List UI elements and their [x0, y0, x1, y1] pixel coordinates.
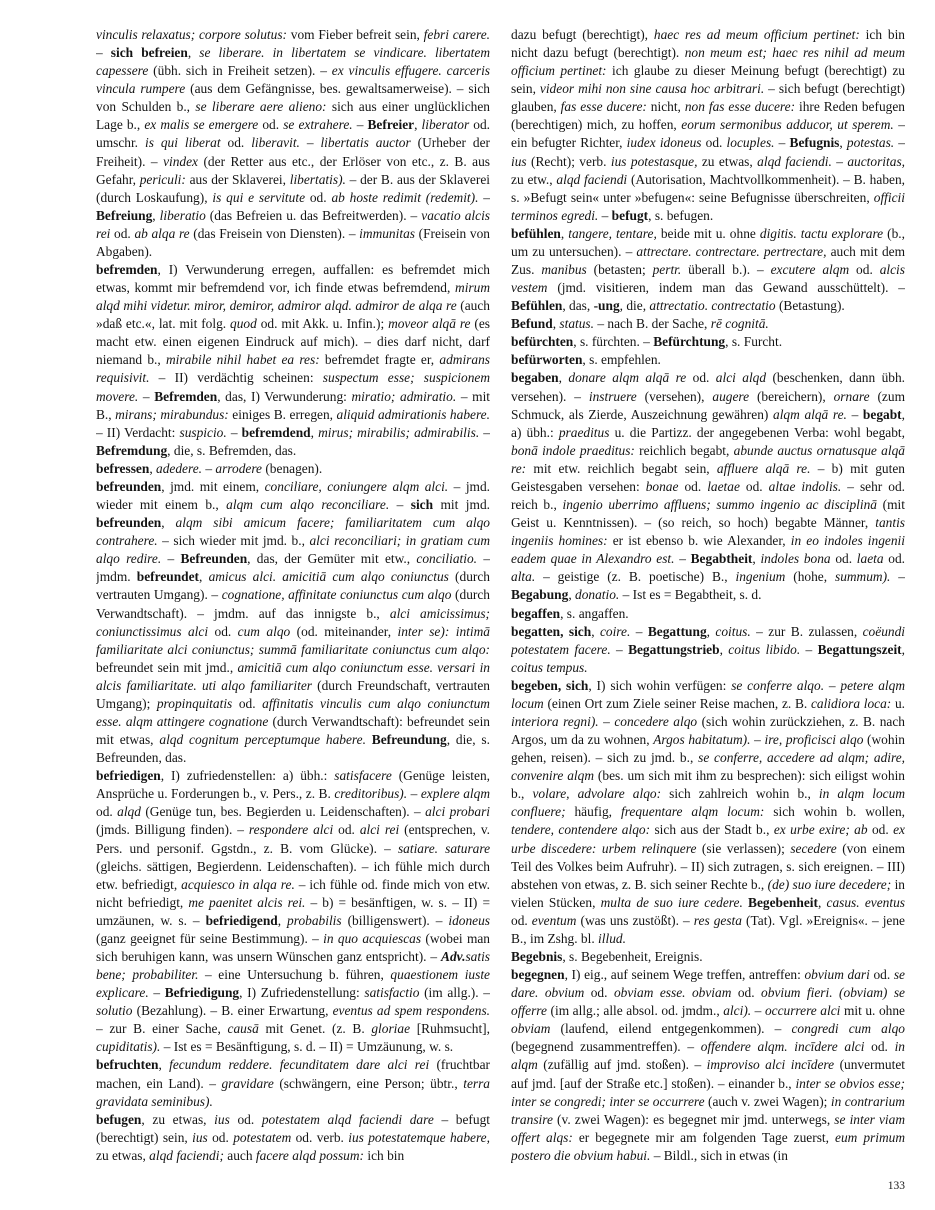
dictionary-entry: begatten, sich, coire. – Begattung, coitus. – zur B. zulassen, coëundi potestatem facere. – Begattungstrieb, coitus libido. – Begattungszeit, coitus tempus. [511, 623, 905, 675]
dictionary-entry: begaffen, s. angaffen. [511, 605, 629, 621]
dictionary-entry: befürworten, s. empfehlen. [511, 352, 661, 368]
dictionary-entry: dazu befugt (berechtigt), haec res ad meum officium pertinet: ich bin nicht dazu befugt (berechtigt). non meum est; haec res nihil ad meum officium pertinet: ich glaube zu dieser Meinung befugt (berechtigt) zu sein, videor mihi non sine causa hoc arbitrari. – sich befugt (berechtigt) glauben, fas esse ducere: nicht, non fas esse ducere: ihre Reden befugen (berechtigen) mich, zu hoffen, eorum sermonibus adducor, ut sperem. – ein befugter Richter, iudex idoneus od. locuples. – Befugnis, potestas. – ius (Recht); verb. ius potestasque, zu etwas, alqd faciendi. – auctoritas, zu etw., alqd faciendi (Autorisation, Machtvollkommenheit). – B. haben, s. »Befugt sein« unter »befugen«: seine Befugnisse überschreiten, officii terminos egredi. – befugt, s. befugen. [511, 27, 905, 223]
dictionary-entry: befremden, I) Verwunderung erregen, auffallen: es befremdet mich etwas, kommt mir befremdend vor, ich finde etwas befremdend, mirum alqd mihi videtur. miror, demiror, admiror alqd. admiror de alqa re (auch »daß etc.«, lat. mit folg. quod od. mit Akk. u. Infin.); moveor alqā re (es macht etw. einen eigenen Eindruck auf mich). – dies darf nicht, darf niemand b., mirabile nihil habet ea res: befremdet fragte er, admirans requisivit. – II) verdächtig scheinen: suspectum esse; suspicionem movere. – Befremden, das, I) Verwunderung: miratio; admiratio. – mit B., mirans; mirabundus: einiges B. erregen, aliquid admirationis habere. – II) Verdacht: suspicio. – befremdend, mirus; mirabilis; admirabilis. – Befremdung, die, s. Befremden, das. [96, 262, 490, 458]
right-column [511, 26, 905, 1186]
dictionary-entry: Befund, status. – nach B. der Sache, rē cognitā. [511, 316, 769, 332]
dictionary-entry: befürchten, s. fürchten. – Befürchtung, s. Furcht. [511, 334, 783, 350]
dictionary-entry: befruchten, fecundum reddere. fecunditatem dare alci rei (fruchtbar machen, ein Land). – gravidare (schwängern, eine Person; übtr., terra gravidata seminibus). [96, 1057, 490, 1109]
dictionary-entry: befühlen, tangere, tentare, beide mit u. ohne digitis. tactu explorare (b., um zu untersuchen). – attrectare. contrectare. pertrectare, auch mit dem Zus. manibus (betasten; pertr. überall b.). – excutere alqm od. alcis vestem (jmd. visitieren, indem man das Gewand ausschüttelt). – Befühlen, das, -ung, die, attrectatio. contrectatio (Betastung). [511, 225, 905, 314]
left-column [96, 26, 490, 1186]
dictionary-entry: befugen, zu etwas, ius od. potestatem alqd faciendi dare – befugt (berechtigt) sein, ius od. potestatem od. verb. ius potestatemque habere, zu etwas, alqd faciendi; auch facere alqd possum: ich bin [96, 1111, 490, 1163]
page-number: 133 [887, 1180, 905, 1192]
dictionary-entry: befressen, adedere. – arrodere (benagen). [96, 460, 323, 476]
dictionary-entry: Begebnis, s. Begebenheit, Ereignis. [511, 948, 703, 964]
dictionary-entry: befreunden, jmd. mit einem, conciliare, coniungere alqm alci. – jmd. wieder mit einem b., alqm cum alqo reconciliare. – sich mit jmd. befreunden, alqm sibi amicum facere; familiaritatem cum alqo contrahere. – sich wieder mit jmd. b., alci reconciliari; in gratiam cum alqo redire. – Befreunden, das, der Gemüter mit etw., conciliatio. – jmdm. befreundet, amicus alci. amicitiā cum alqo coniunctus (durch vertrauten Umgang). – cognatione, affinitate coniunctus cum alqo (durch Verwandtschaft). – jmdm. auf das innigste b., alci amicissimus; coniunctissimus alci od. cum alqo (od. miteinander, inter se): intimā familiaritate alci coniunctus; summā familiaritate coniunctus cum alqo: befreundet sein mit jmd., amicitiā cum alqo coniunctum esse. versari in alcis familiaritate. uti alqo familiariter (durch Freundschaft, vertrauten Umgang); propinquitatis od. affinitatis vinculis cum alqo coniunctum esse. alqm attingere cognatione (durch Verwandtschaft): befreundet sein mit etwas, alqd cognitum perceptumque habere. Befreundung, die, s. Befreunden, das. [96, 478, 490, 766]
dictionary-entry: begeben, sich, I) sich wohin verfügen: se conferre alqo. – petere alqm locum (einen Ort zum Ziele seiner Reise machen, z. B. calidiora loca: u. interiora regni). – concedere alqo (sich wohin zurückziehen, z. B. nach Argos, um da zu wohnen, Argos habitatum). – ire, proficisci alqo (wohin gehen, reisen). – sich zu jmd. b., se conferre, accedere ad alqm; adire, convenire alqm (bes. um sich mit ihm zu besprechen): sich eiligst wohin b., volare, advolare alqo: sich zahlreich wohin b., in alqm locum confluere; häufig, frequentare alqm locum: sich wohin b. wollen, tendere, contendere alqo: sich aus der Stadt b., ex urbe exire; ab od. ex urbe discedere: urbem relinquere (sie verlassen); secedere (von einem Teil des Volkes beim Aufruhr). – II) sich zutragen, s. sich ereignen. – III) abstehen von etwas, z. B. sich seiner Rechte b., (de) suo iure decedere; in vielen Stücken, multa de suo iure cedere. Begebenheit, casus. eventus od. eventum (was uns zustößt). – res gesta (Tat). Vgl. »Ereignis«. – jene B., im Zshg. bl. illud. [511, 677, 905, 946]
dictionary-entry: begegnen, I) eig., auf seinem Wege treffen, antreffen: obvium dari od. se dare. obvium od. obviam esse. obviam od. obvium fieri. (obviam) se offerre (im allg.; alle absol. od. jmdm., alci). – occurrere alci mit u. ohne obviam (laufend, eilend entgegenkommen). – congredi cum alqo (begegnend zusammentreffen). – offendere alqm. incīdere alci od. in alqm (zufällig auf jmd. stoßen). – improviso alci incīdere (unvermutet auf jmd. [auf der Straße etc.] stoßen). – einander b., inter se obvios esse; inter se congredi; inter se occurrere (auch v. zwei Wagen); in contrarium transire (v. zwei Wagen): es begegnet mir jmd. unterwegs, se inter viam offert alqs: er begegnete mir am folgenden Tage zuerst, eum primum postero die obvium habui. – Bildl., sich in etwas (in [511, 967, 905, 1163]
dictionary-entry: vinculis relaxatus; corpore solutus: vom Fieber befreit sein, febri carere. – sich befreien, se liberare. in libertatem se vindicare. libertatem capessere (übh. sich in Freiheit setzen). – ex vinculis effugere. carceris vincula rumpere (aus dem Gefängnisse, bes. gewaltsamerweise). – sich von Schulden b., se liberare aere alieno: sich aus einer unglücklichen Lage b., ex malis se emergere od. se extrahere. – Befreier, liberator od. umschr. is qui liberat od. liberavit. – libertatis auctor (Urheber der Freiheit). – vindex (der Retter aus etc., der Erlöser von etc., z. B. aus Gefahr, periculi: aus der Sklaverei, libertatis). – der B. aus der Sklaverei (durch Loskaufung), is qui e servitute od. ab hoste redimit (redemit). – Befreiung, liberatio (das Befreien u. das Befreitwerden). – vacatio alcis rei od. ab alqa re (das Freisein von Diensten). – immunitas (Freisein von Abgaben). [96, 27, 490, 259]
dictionary-entry: befriedigen, I) zufriedenstellen: a) übh.: satisfacere (Genüge leisten, Ansprüche u. Forderungen b., v. Pers., z. B. creditoribus). – explere alqm od. alqd (Genüge tun, bes. Begierden u. Leidenschaften). – alci probari (jmds. Billigung finden). – respondere alci od. alci rei (entsprechen, v. Pers. und personif. Ggstdn., z. B. vom Glücke). – satiare. saturare (gleichs. sättigen, Begierdenn. Leidenschaften). – ich fühle mich durch etw. befriedigt, acquiesco in alqa re. – ich fühle od. finde mich von etw. nicht befriedigt, me paenitet alcis rei. – b) = besänftigen, w. s. – II) = umzäunen, w. s. – befriedigend, probabilis (billigenswert). – idoneus (ganz geeignet für seine Bestimmung). – in quo acquiescas (wobei man sich beruhigen kann, was unsern Wünschen ganz entspricht). – Adv.satis bene; probabiliter. – eine Untersuchung b. führen, quaestionem iuste explicare. – Befriedigung, I) Zufriedenstellung: satisfactio (im allg.). – solutio (Bezahlung). – B. einer Erwartung, eventus ad spem respondens. – zur B. einer Sache, causā mit Genet. (z. B. gloriae [Ruhmsucht], cupiditatis). – Ist es = Besänftigung, s. d. – II) = Umzäunung, w. s. [96, 768, 490, 1055]
dictionary-entry: begaben, donare alqm alqā re od. alci alqd (beschenken, dann übh. versehen). – instruere (versehen), augere (bereichern), ornare (zum Schmuck, als Zierde, Auszeichnung gewähren) alqm alqā re. – begabt, a) übh.: praeditus u. die Partizz. der angegebenen Verba: wohl begabt, bonā indole praeditus: reichlich begabt, abunde auctus ornatusque alqā re: mit etw. reichlich begabt sein, affluere alqā re. – b) mit guten Geistesgaben versehen: bonae od. laetae od. altae indolis. – sehr od. reich b., ingenio uberrimo affluens; summo ingenio ac disciplinā (mit Geist u. Kenntnissen). – (so reich, so hoch) begabte Männer, tantis ingeniis homines: er ist ebenso b. wie Alexander, in eo indoles ingenii eadem quae in Alexandro est. – Begabtheit, indoles bona od. laeta od. alta. – geistige (z. B. poetische) B., ingenium (hohe, summum). – Begabung, donatio. – Ist es = Begabtheit, s. d. [511, 370, 905, 603]
